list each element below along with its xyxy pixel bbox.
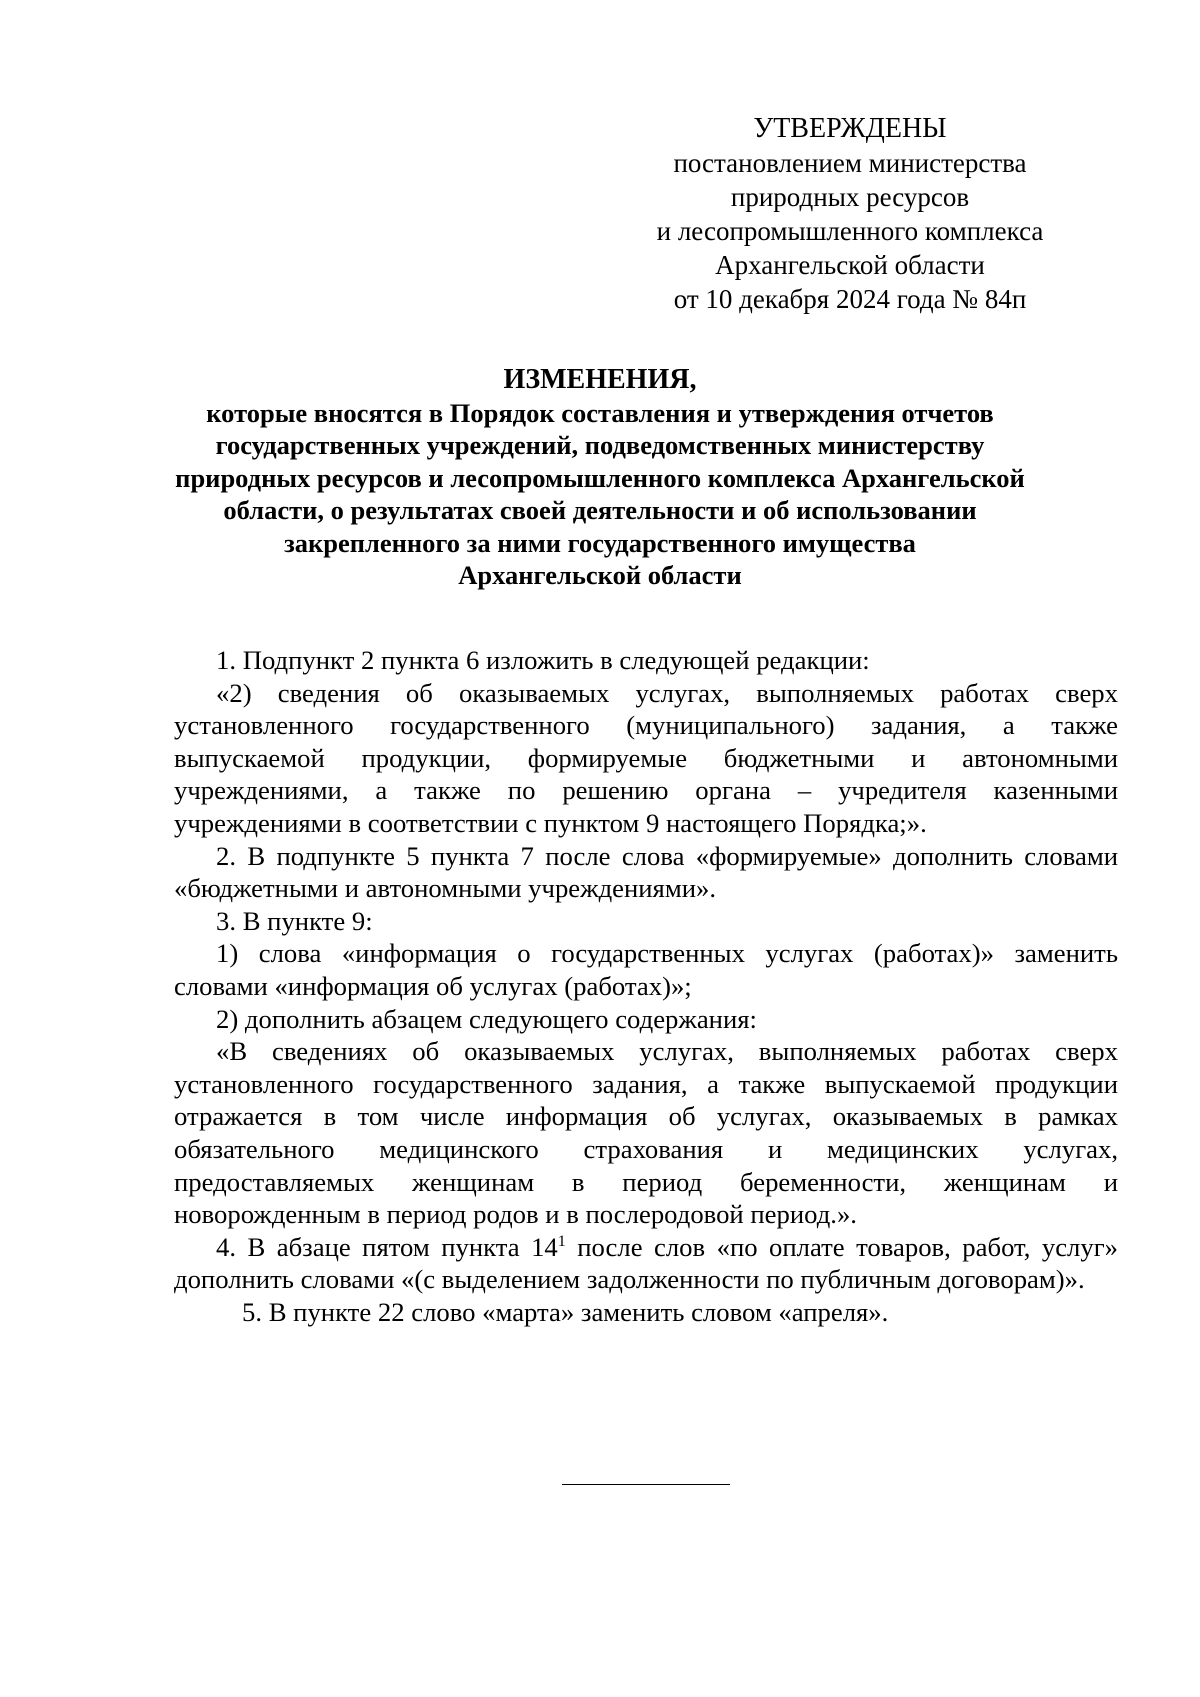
paragraph-4-before: 4. В абзаце пятом пункта 14 [216, 1231, 558, 1262]
paragraph-4-after: после слов «по оплате товаров, работ, услуг» дополнить словами «(с выделением задолженности по публичным договорам)». [174, 1231, 1118, 1295]
approval-line: постановлением министерства [673, 148, 1027, 178]
paragraph-3-quote: «В сведениях об оказываемых услугах, выполняемых работах сверх установленного государственного задания, а также выпускаемой продукции отражается в том числе информация об услугах, оказываемых в рамках обязательного медицинского страхования и медицинских услугах, предоставляемых женщинам в период беременности, женщинам и новорожденным в период родов и в послеродовой период.». [174, 1036, 1118, 1230]
paragraph-4 [174, 1231, 1118, 1296]
approval-heading: УТВЕРЖДЕНЫ [753, 113, 947, 144]
title-line: которые вносятся в Порядок составления и утверждения отчетов [206, 397, 994, 428]
closing-rule [562, 1484, 730, 1485]
paragraph-2: 2. В подпункте 5 пункта 7 после слова «формируемые» дополнить словами «бюджетными и автономными учреждениями». [174, 840, 1118, 904]
paragraph-3-2: 2) дополнить абзацем следующего содержания: [216, 1003, 757, 1034]
title-line: природных ресурсов и лесопромышленного комплекса Архангельской [175, 462, 1025, 493]
paragraph-5: 5. В пункте 22 слово «марта» заменить словом «апреля». [242, 1296, 889, 1327]
paragraph-4-superscript: 1 [557, 1232, 566, 1250]
approval-block [620, 112, 1080, 316]
approval-line: и лесопромышленного комплекса [656, 216, 1044, 246]
approval-line: природных ресурсов [730, 182, 970, 212]
approval-date-line: от 10 декабря 2024 года № 84п [673, 284, 1027, 314]
approval-line: Архангельской области [715, 250, 985, 280]
paragraph-1: 1. Подпункт 2 пункта 6 изложить в следующей редакции: [216, 645, 870, 675]
paragraph-1-quote: «2) сведения об оказываемых услугах, выполняемых работах сверх установленного государственного (муниципального) задания, а также выпускаемой продукции, формируемые бюджетными и автономными учреждениями, а также по решению органа – учредителя казенными учреждениями в соответствии с пунктом 9 настоящего Порядка;». [174, 677, 1118, 838]
title-main: ИЗМЕНЕНИЯ, [503, 364, 697, 395]
title-line: закрепленного за ними государственного имущества [284, 527, 916, 558]
document-body [174, 644, 1118, 1328]
title-line: области, о результатах своей деятельности и об использовании [223, 495, 977, 525]
document-title [150, 364, 1050, 592]
paragraph-3: 3. В пункте 9: [216, 905, 373, 936]
title-line: государственных учреждений, подведомственных министерству [215, 430, 985, 460]
title-line: Архангельской области [458, 560, 742, 590]
paragraph-3-1: 1) слова «информация о государственных услугах (работах)» заменить словами «информация об услугах (работах)»; [174, 938, 1118, 1001]
